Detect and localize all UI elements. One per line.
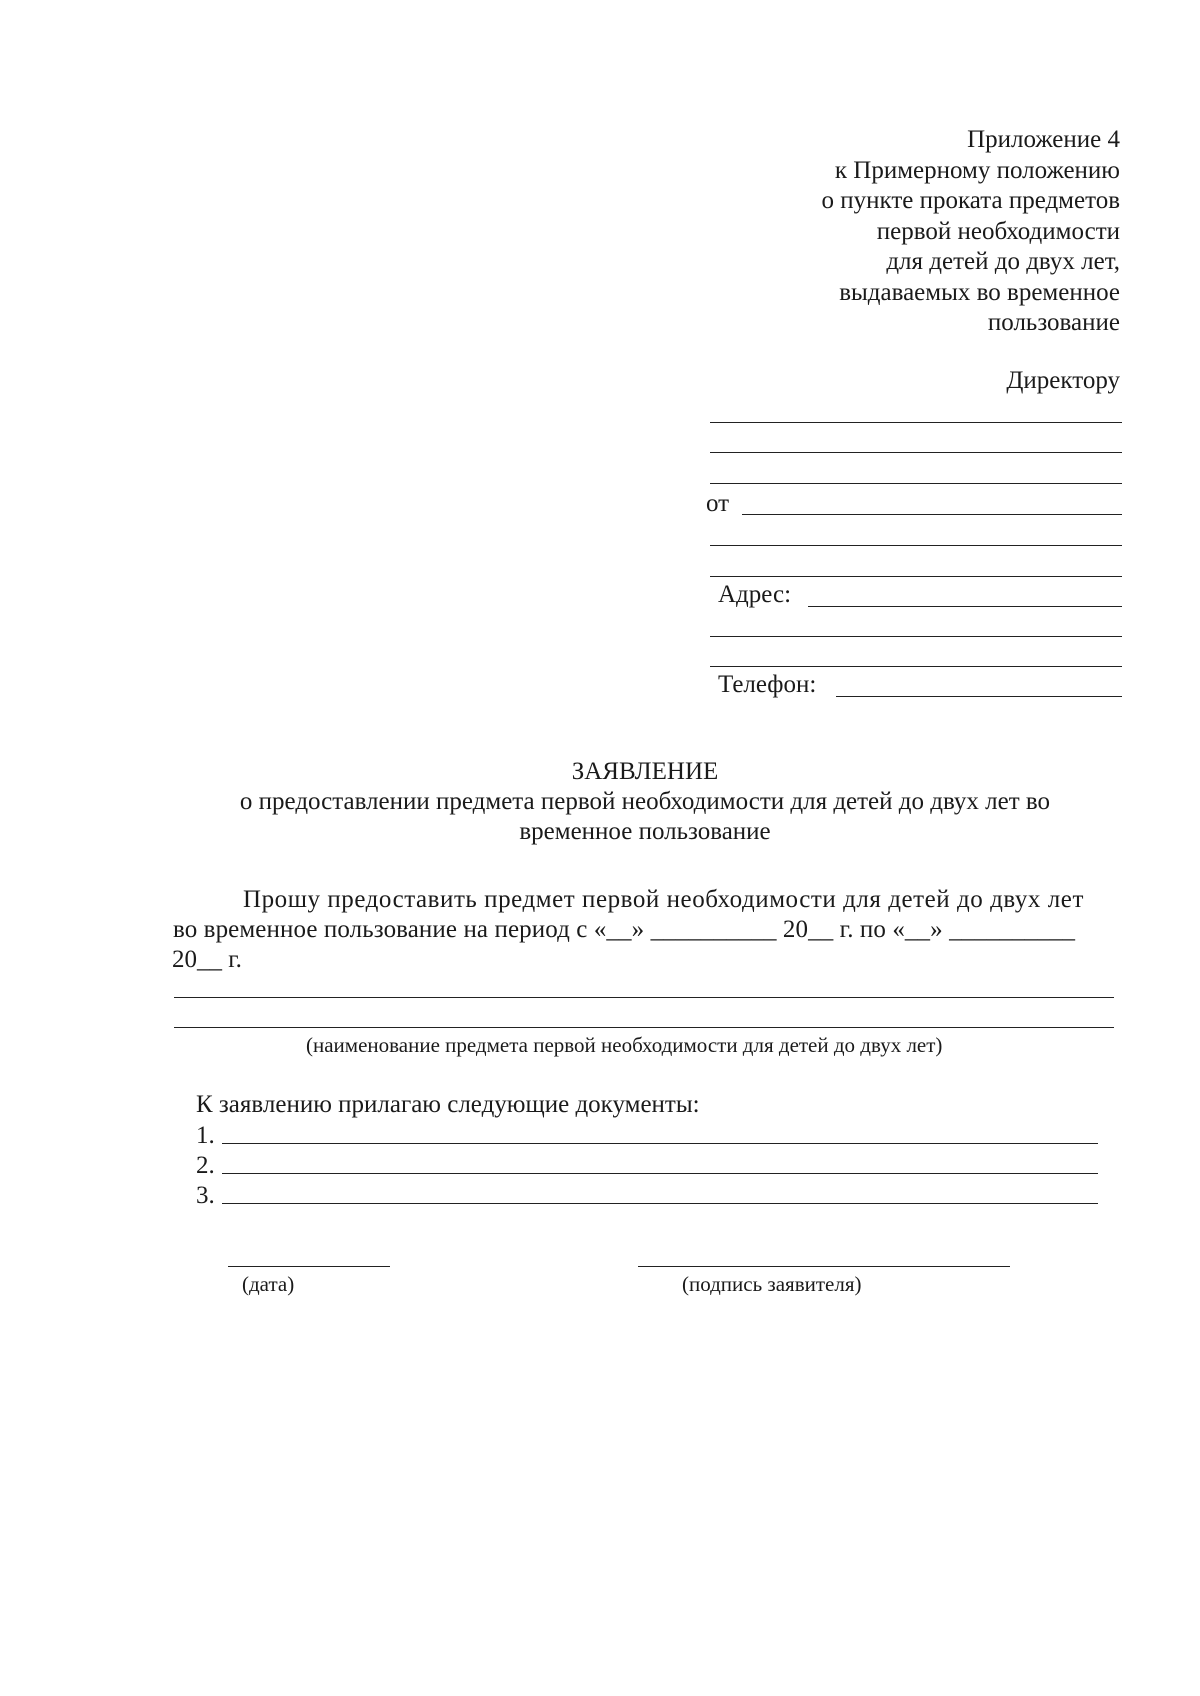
signature-caption: (подпись заявителя) (682, 1272, 862, 1296)
from-blank-line[interactable] (710, 576, 1122, 577)
date-caption: (дата) (242, 1272, 295, 1296)
address-blank-line[interactable] (808, 606, 1122, 607)
appendix-line: к Примерному положению (834, 156, 1120, 184)
appendix-line: о пункте проката предметов (821, 187, 1120, 214)
from-blank-line[interactable] (710, 545, 1122, 546)
appendix-line: для детей до двух лет, (886, 248, 1120, 275)
appendix-line: Приложение 4 (967, 126, 1120, 153)
title-heading: ЗАЯВЛЕНИЕ (571, 758, 719, 785)
title-subtitle: о предоставлении предмета первой необходимости для детей до двух лет во (239, 788, 1051, 815)
appendix-header (700, 125, 1120, 339)
director-blank-line[interactable] (710, 452, 1122, 453)
phone-blank-line[interactable] (836, 696, 1122, 697)
address-label: Адрес: (718, 581, 792, 608)
attachment-blank-line[interactable] (222, 1143, 1098, 1144)
signature-blank-line[interactable] (638, 1266, 1010, 1267)
appendix-line: первой необходимости (876, 217, 1120, 245)
attachment-number: 2. (196, 1152, 215, 1179)
appendix-line: пользование (987, 309, 1120, 336)
attachment-blank-line[interactable] (222, 1203, 1098, 1204)
attachment-blank-line[interactable] (222, 1173, 1098, 1174)
director-label: Директору (1006, 367, 1120, 394)
item-name-blank-line[interactable] (174, 997, 1114, 998)
address-blank-line[interactable] (710, 666, 1122, 667)
attachment-number: 1. (196, 1122, 215, 1149)
appendix-line: выдаваемых во временное (839, 278, 1120, 306)
item-name-caption: (наименование предмета первой необходимости для детей до двух лет) (306, 1033, 943, 1057)
director-blank-line[interactable] (710, 483, 1122, 484)
request-text-line: 20__ г. (172, 946, 242, 973)
attachments-intro: К заявлению прилагаю следующие документы: (196, 1091, 700, 1118)
director-blank-line[interactable] (710, 422, 1122, 423)
from-label: от (706, 490, 730, 517)
attachment-number: 3. (196, 1182, 215, 1209)
from-blank-line[interactable] (742, 514, 1122, 515)
item-name-blank-line[interactable] (174, 1027, 1114, 1028)
address-blank-line[interactable] (710, 636, 1122, 637)
phone-label: Телефон: (718, 671, 817, 698)
request-text-line: во временное пользование на период с «__» __________ 20__ г. по «__» __________ (173, 916, 1076, 943)
title-subtitle: временное пользование (519, 818, 771, 845)
date-blank-line[interactable] (228, 1266, 390, 1267)
document-title (0, 757, 1200, 847)
request-text-line: Прошу предоставить предмет первой необходимости для детей до двух лет (243, 886, 1084, 913)
